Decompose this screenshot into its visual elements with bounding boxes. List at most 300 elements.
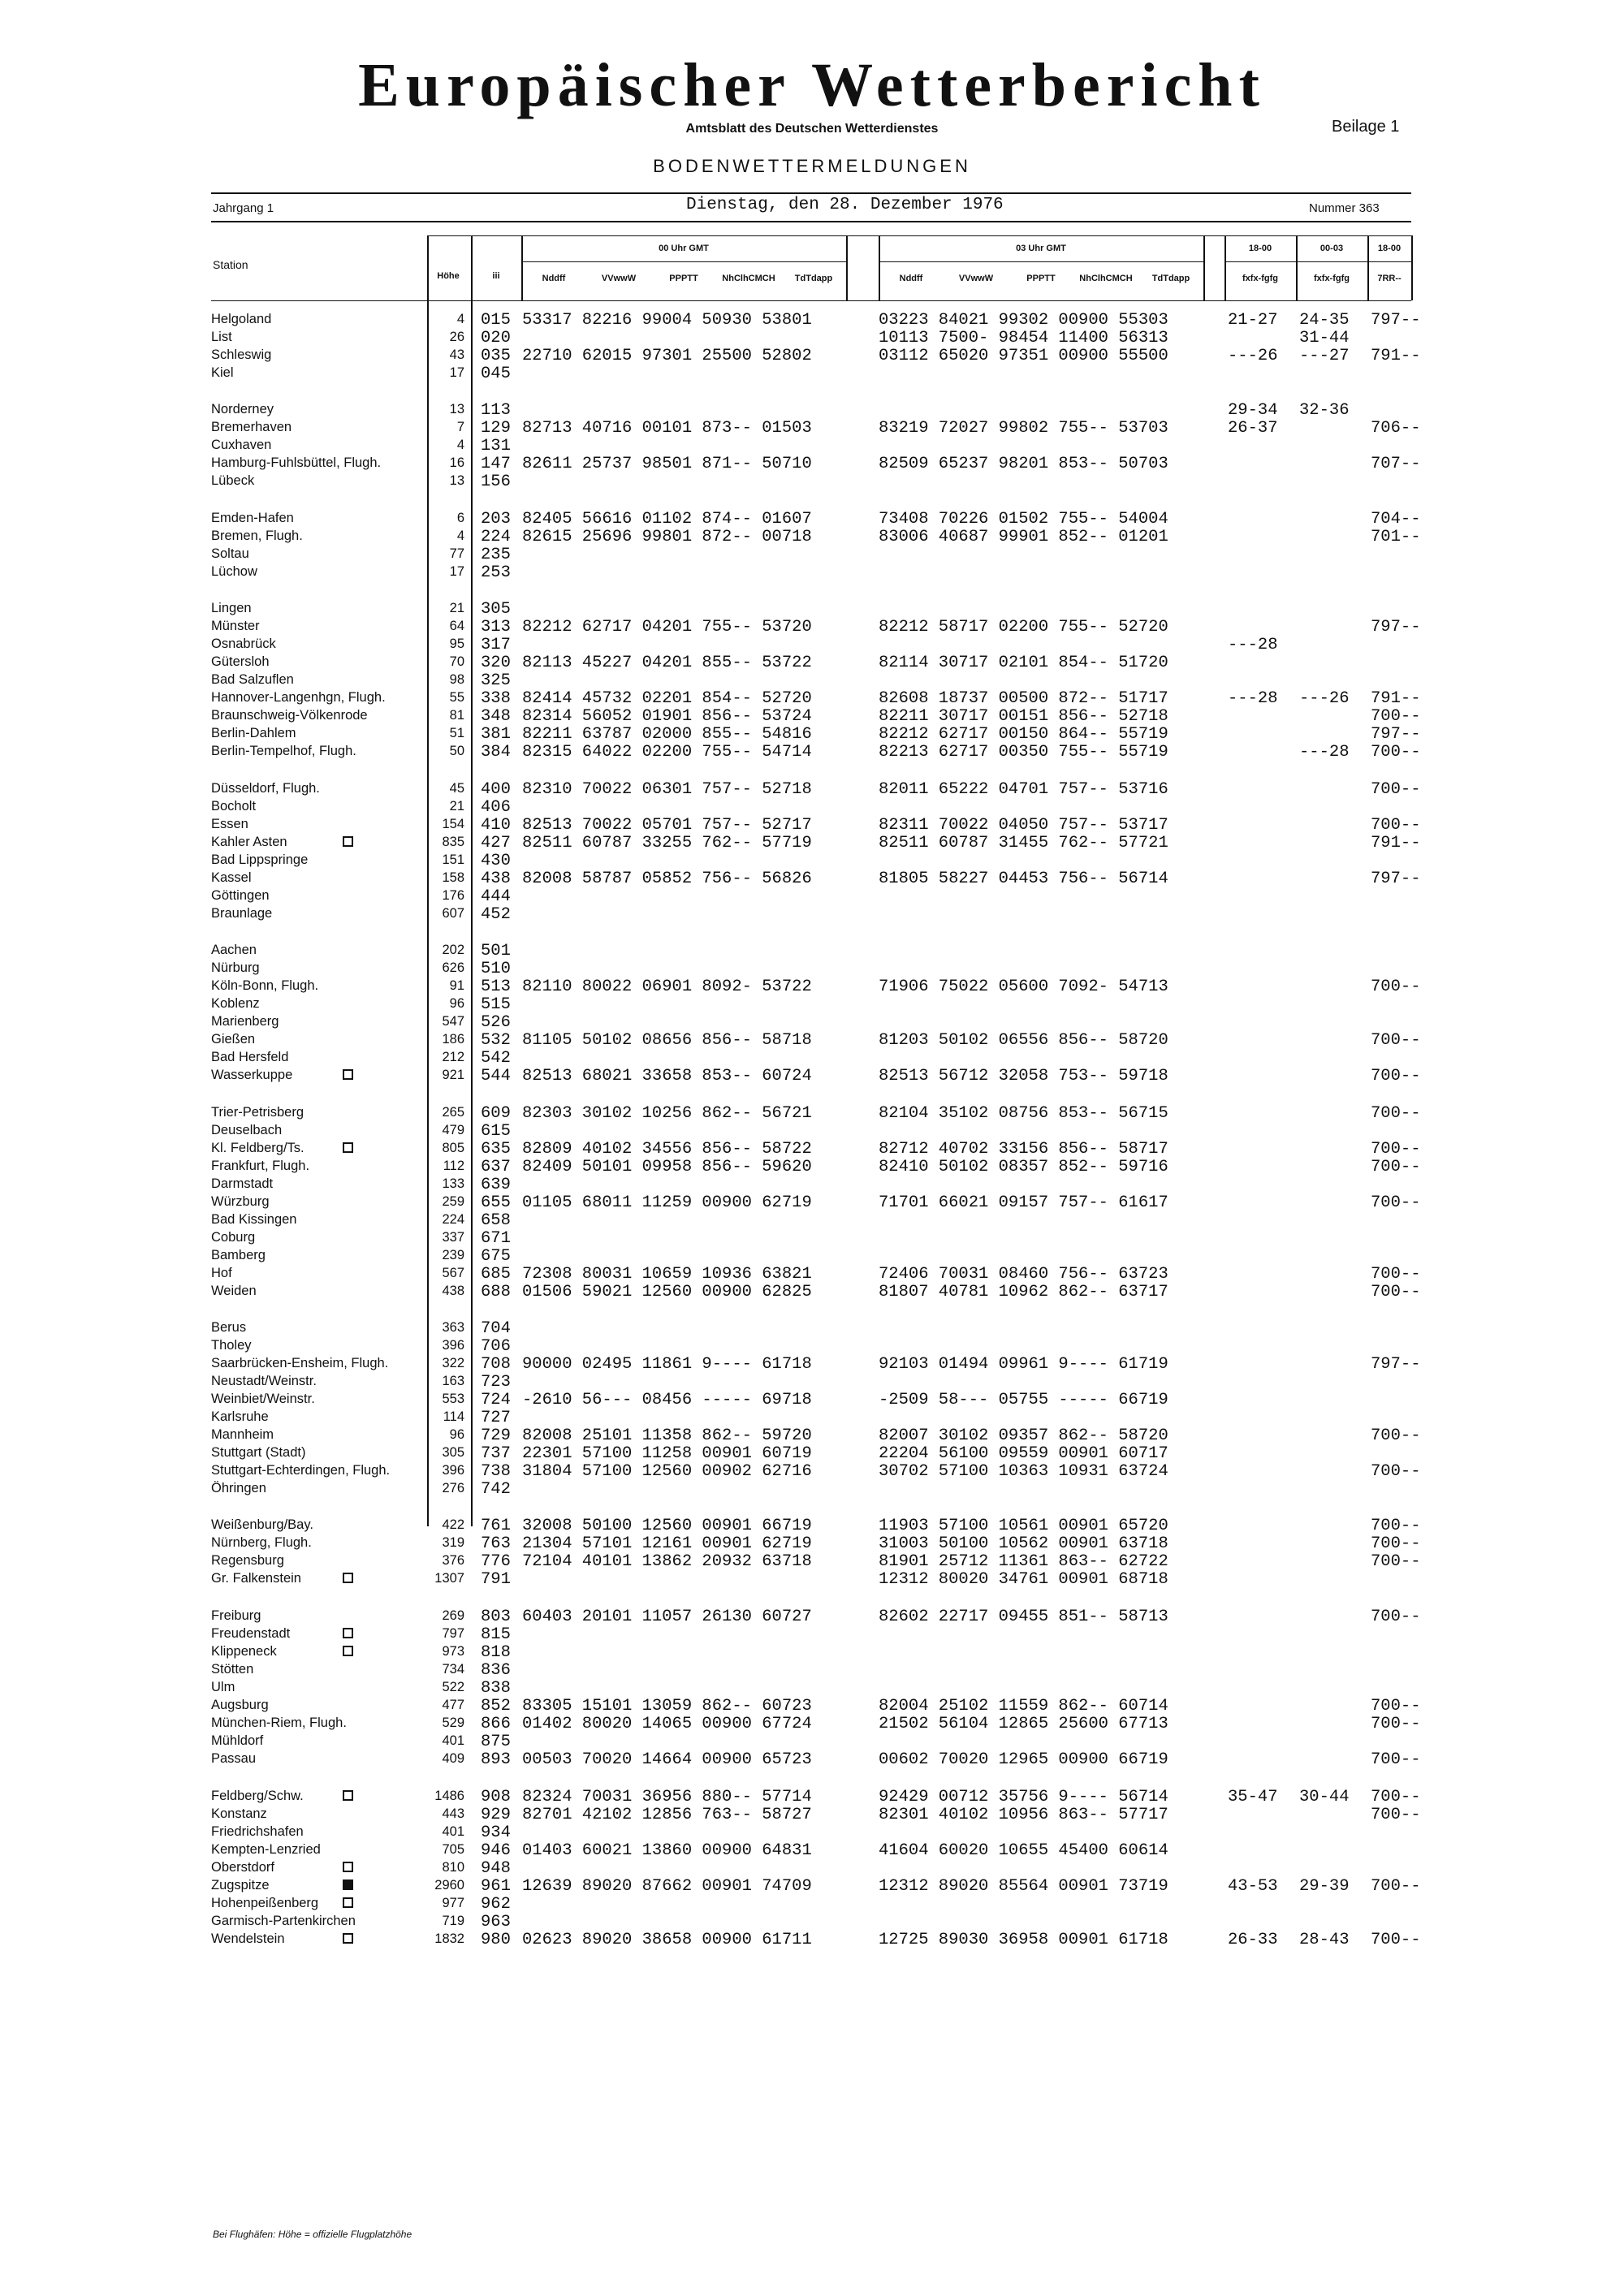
cell-station: Bremerhaven <box>211 420 292 434</box>
beilage-label: Beilage 1 <box>1332 118 1400 136</box>
cell-station: Lübeck <box>211 473 255 488</box>
cell-e1: 26-33 <box>1228 1931 1278 1949</box>
cell-e3: 706-- <box>1371 419 1421 438</box>
cell-e1: ---28 <box>1228 636 1278 654</box>
cell-iii: 444 <box>481 887 511 906</box>
cell-m00: 81105 50102 08656 856-- 58718 <box>522 1031 812 1050</box>
cell-m03: 82114 30717 02101 854-- 51720 <box>879 654 1168 672</box>
cell-iii: 818 <box>481 1643 511 1662</box>
cell-station: Lüchow <box>211 564 257 579</box>
cell-station: Bremen, Flugh. <box>211 529 303 543</box>
cell-iii: 305 <box>481 600 511 619</box>
cell-m00: 01403 60021 13860 00900 64831 <box>522 1841 812 1860</box>
cell-hoehe: 6 <box>456 511 464 525</box>
cell-m03: 82011 65222 04701 757-- 53716 <box>879 780 1168 799</box>
cell-m03: 72406 70031 08460 756-- 63723 <box>879 1265 1168 1284</box>
cell-iii: 513 <box>481 978 511 996</box>
cell-hoehe: 401 <box>442 1824 464 1839</box>
cell-hoehe: 154 <box>442 817 464 831</box>
cell-hoehe: 212 <box>442 1050 464 1064</box>
cell-m00: 82513 70022 05701 757-- 52717 <box>522 816 812 835</box>
cell-e3: 700-- <box>1371 1750 1421 1769</box>
cell-hoehe: 163 <box>442 1374 464 1388</box>
cell-station: Ulm <box>211 1680 235 1694</box>
cell-hoehe: 224 <box>442 1212 464 1227</box>
cell-m03: 10113 7500- 98454 11400 56313 <box>879 329 1168 347</box>
cell-iii: 738 <box>481 1462 511 1481</box>
cell-station: Kl. Feldberg/Ts. <box>211 1141 304 1155</box>
cell-iii: 908 <box>481 1788 511 1806</box>
cell-m03: 81805 58227 04453 756-- 56714 <box>879 870 1168 888</box>
extra-subheader-3: 7RR-- <box>1377 274 1402 283</box>
cell-m03: 82410 50102 08357 852-- 59716 <box>879 1158 1168 1176</box>
cell-station: Darmstadt <box>211 1176 274 1191</box>
cell-hoehe: 7 <box>456 420 464 434</box>
cell-m00: 82314 56052 01901 856-- 53724 <box>522 707 812 726</box>
cell-hoehe: 95 <box>449 637 464 651</box>
cell-station: Weißenburg/Bay. <box>211 1517 313 1532</box>
cell-m00: 82315 64022 02200 755-- 54714 <box>522 743 812 762</box>
section-title: BODENWETTERMELDUNGEN <box>653 156 971 176</box>
cell-station: Gr. Falkenstein <box>211 1571 301 1586</box>
cell-iii: 348 <box>481 707 511 726</box>
cell-e3: 700-- <box>1371 1697 1421 1716</box>
cell-iii: 723 <box>481 1373 511 1392</box>
cell-m00: 53317 82216 99004 50930 53801 <box>522 311 812 330</box>
cell-e3: 791-- <box>1371 347 1421 365</box>
cell-m03: 82608 18737 00500 872-- 51717 <box>879 689 1168 708</box>
cell-hoehe: 269 <box>442 1608 464 1623</box>
cell-iii: 452 <box>481 905 511 924</box>
cell-m03: 92103 01494 09961 9---- 61719 <box>879 1355 1168 1374</box>
cell-station: Münster <box>211 619 260 633</box>
subheader-03-5: TdTdapp <box>1151 274 1190 283</box>
cell-iii: 438 <box>481 870 511 888</box>
cell-m03: 11903 57100 10561 00901 65720 <box>879 1517 1168 1535</box>
cell-hoehe: 158 <box>442 870 464 885</box>
cell-iii: 320 <box>481 654 511 672</box>
cell-iii: 253 <box>481 563 511 582</box>
cell-hoehe: 96 <box>449 996 464 1011</box>
cell-station: Norderney <box>211 402 274 416</box>
cell-e3: 700-- <box>1371 1877 1421 1896</box>
cell-station: Mühldorf <box>211 1733 264 1748</box>
cell-m03: -2509 58--- 05755 ----- 66719 <box>879 1391 1168 1409</box>
cell-e3: 700-- <box>1371 1462 1421 1481</box>
cell-station: Stötten <box>211 1662 254 1677</box>
cell-m03: 81901 25712 11361 863-- 62722 <box>879 1552 1168 1571</box>
cell-iii: 515 <box>481 995 511 1014</box>
cell-m03: 83006 40687 99901 852-- 01201 <box>879 528 1168 546</box>
cell-iii: 635 <box>481 1140 511 1159</box>
cell-iii: 406 <box>481 798 511 817</box>
cell-m03: 22204 56100 09559 00901 60717 <box>879 1444 1168 1463</box>
cell-hoehe: 734 <box>442 1662 464 1677</box>
cell-e3: 707-- <box>1371 455 1421 473</box>
cell-hoehe: 705 <box>442 1842 464 1857</box>
cell-e2: 31-44 <box>1299 329 1350 347</box>
cell-iii: 020 <box>481 329 511 347</box>
cell-m00: 82303 30102 10256 862-- 56721 <box>522 1104 812 1123</box>
cell-station: Düsseldorf, Flugh. <box>211 781 320 796</box>
cell-station: Friedrichshafen <box>211 1824 304 1839</box>
open-square-icon <box>343 1646 353 1656</box>
cell-iii: 729 <box>481 1426 511 1445</box>
cell-iii: 129 <box>481 419 511 438</box>
cell-m00: 21304 57101 12161 00901 62719 <box>522 1534 812 1553</box>
cell-e2: ---27 <box>1299 347 1350 365</box>
cell-hoehe: 186 <box>442 1032 464 1047</box>
cell-m03: 82211 30717 00151 856-- 52718 <box>879 707 1168 726</box>
cell-hoehe: 921 <box>442 1068 464 1082</box>
cell-station: Kassel <box>211 870 252 885</box>
cell-station: Bad Kissingen <box>211 1212 297 1227</box>
cell-e3: 700-- <box>1371 978 1421 996</box>
cell-m03: 82212 58717 02200 755-- 52720 <box>879 618 1168 637</box>
cell-iii: 893 <box>481 1750 511 1769</box>
cell-m00: 82113 45227 04201 855-- 53722 <box>522 654 812 672</box>
cell-iii: 639 <box>481 1176 511 1194</box>
cell-hoehe: 479 <box>442 1123 464 1137</box>
cell-iii: 035 <box>481 347 511 365</box>
cell-m03: 73408 70226 01502 755-- 54004 <box>879 510 1168 529</box>
cell-m03: 12725 89030 36958 00901 61718 <box>879 1931 1168 1949</box>
cell-e1: ---28 <box>1228 689 1278 708</box>
cell-m03: 03112 65020 97351 00900 55500 <box>879 347 1168 365</box>
cell-hoehe: 112 <box>443 1159 464 1173</box>
cell-e3: 797-- <box>1371 311 1421 330</box>
cell-hoehe: 835 <box>442 835 464 849</box>
cell-iii: 962 <box>481 1895 511 1914</box>
cell-iii: 427 <box>481 834 511 852</box>
cell-station: Schleswig <box>211 347 272 362</box>
cell-station: Coburg <box>211 1230 256 1245</box>
cell-iii: 761 <box>481 1517 511 1535</box>
cell-iii: 501 <box>481 942 511 960</box>
extra-subheader-2: fxfx-fgfg <box>1314 274 1350 283</box>
cell-hoehe: 64 <box>449 619 464 633</box>
cell-station: Berlin-Tempelhof, Flugh. <box>211 744 356 758</box>
cell-m03: 82511 60787 31455 762-- 57721 <box>879 834 1168 852</box>
cell-hoehe: 50 <box>449 744 464 758</box>
issue-date: Dienstag, den 28. Dezember 1976 <box>686 196 1004 214</box>
cell-station: Kiel <box>211 365 234 380</box>
cell-m00: 82110 80022 06901 8092- 53722 <box>522 978 812 996</box>
cell-hoehe: 607 <box>442 906 464 921</box>
cell-m03: 71906 75022 05600 7092- 54713 <box>879 978 1168 996</box>
cell-hoehe: 438 <box>442 1284 464 1298</box>
cell-hoehe: 13 <box>449 402 464 416</box>
cell-m03: 12312 89020 85564 00901 73719 <box>879 1877 1168 1896</box>
cell-iii: 706 <box>481 1337 511 1356</box>
cell-station: Hohenpeißenberg <box>211 1896 319 1910</box>
cell-iii: 776 <box>481 1552 511 1571</box>
cell-e3: 700-- <box>1371 743 1421 762</box>
cell-m00: 82405 56616 01102 874-- 01607 <box>522 510 812 529</box>
cell-station: Cuxhaven <box>211 438 272 452</box>
cell-hoehe: 376 <box>442 1553 464 1568</box>
cell-iii: 637 <box>481 1158 511 1176</box>
cell-hoehe: 396 <box>442 1463 464 1478</box>
cell-iii: 946 <box>481 1841 511 1860</box>
cell-m00: 01402 80020 14065 00900 67724 <box>522 1715 812 1733</box>
cell-hoehe: 626 <box>442 960 464 975</box>
cell-hoehe: 133 <box>442 1176 464 1191</box>
cell-station: Helgoland <box>211 312 272 326</box>
open-square-icon <box>343 1142 353 1153</box>
cell-m03: 03223 84021 99302 00900 55303 <box>879 311 1168 330</box>
cell-e3: 700-- <box>1371 780 1421 799</box>
cell-iii: 510 <box>481 960 511 978</box>
extra-subheader-1: fxfx-fgfg <box>1242 274 1278 283</box>
cell-station: Trier-Petrisberg <box>211 1105 304 1120</box>
cell-m00: -2610 56--- 08456 ----- 69718 <box>522 1391 812 1409</box>
cell-hoehe: 401 <box>442 1733 464 1748</box>
cell-iii: 704 <box>481 1319 511 1338</box>
cell-hoehe: 202 <box>442 943 464 957</box>
cell-e3: 701-- <box>1371 528 1421 546</box>
cell-hoehe: 265 <box>442 1105 464 1120</box>
cell-hoehe: 396 <box>442 1338 464 1353</box>
cell-e3: 700-- <box>1371 1265 1421 1284</box>
report-subtitle: Amtsblatt des Deutschen Wetterdienstes <box>685 122 939 136</box>
cell-iii: 131 <box>481 437 511 455</box>
cell-station: Passau <box>211 1751 257 1766</box>
cell-hoehe: 4 <box>456 312 464 326</box>
cell-m03: 71701 66021 09157 757-- 61617 <box>879 1193 1168 1212</box>
cell-iii: 963 <box>481 1913 511 1931</box>
cell-e2: 28-43 <box>1299 1931 1350 1949</box>
cell-hoehe: 77 <box>449 546 464 561</box>
cell-e1: ---26 <box>1228 347 1278 365</box>
cell-station: Emden-Hafen <box>211 511 294 525</box>
cell-hoehe: 96 <box>449 1427 464 1442</box>
cell-hoehe: 1486 <box>434 1789 464 1803</box>
cell-m03: 30702 57100 10363 10931 63724 <box>879 1462 1168 1481</box>
cell-e3: 700-- <box>1371 1608 1421 1626</box>
cell-hoehe: 151 <box>442 852 464 867</box>
cell-m03: 92429 00712 35756 9---- 56714 <box>879 1788 1168 1806</box>
cell-m00: 02623 89020 38658 00900 61711 <box>522 1931 812 1949</box>
cell-station: Frankfurt, Flugh. <box>211 1159 310 1173</box>
cell-iii: 866 <box>481 1715 511 1733</box>
cell-station: Stuttgart (Stadt) <box>211 1445 306 1460</box>
jahrgang-label: Jahrgang 1 <box>213 201 274 215</box>
column-header-hoehe: Höhe <box>437 271 460 281</box>
cell-station: Bocholt <box>211 799 257 814</box>
cell-station: Würzburg <box>211 1194 270 1209</box>
cell-e3: 704-- <box>1371 510 1421 529</box>
cell-station: Gütersloh <box>211 654 270 669</box>
cell-hoehe: 259 <box>442 1194 464 1209</box>
cell-e3: 797-- <box>1371 870 1421 888</box>
cell-station: Göttingen <box>211 888 270 903</box>
cell-e1: 29-34 <box>1228 401 1278 420</box>
cell-m03: 21502 56104 12865 25600 67713 <box>879 1715 1168 1733</box>
cell-m00: 82409 50101 09958 856-- 59620 <box>522 1158 812 1176</box>
cell-station: Karlsruhe <box>211 1409 269 1424</box>
cell-m00: 82310 70022 06301 757-- 52718 <box>522 780 812 799</box>
cell-hoehe: 51 <box>449 726 464 740</box>
cell-m00: 12639 89020 87662 00901 74709 <box>522 1877 812 1896</box>
cell-iii: 526 <box>481 1013 511 1032</box>
cell-iii: 815 <box>481 1625 511 1644</box>
cell-m00: 82008 58787 05852 756-- 56826 <box>522 870 812 888</box>
cell-e1: 43-53 <box>1228 1877 1278 1896</box>
open-square-icon <box>343 1897 353 1908</box>
cell-station: Nürburg <box>211 960 260 975</box>
cell-m00: 82212 62717 04201 755-- 53720 <box>522 618 812 637</box>
cell-m00: 01105 68011 11259 00900 62719 <box>522 1193 812 1212</box>
cell-station: Marienberg <box>211 1014 279 1029</box>
cell-hoehe: 719 <box>442 1914 464 1928</box>
column-group-03: 03 Uhr GMT <box>1016 244 1066 253</box>
cell-iii: 763 <box>481 1534 511 1553</box>
cell-station: Freiburg <box>211 1608 261 1623</box>
cell-m00: 82324 70031 36956 880-- 57714 <box>522 1788 812 1806</box>
cell-m00: 83305 15101 13059 862-- 60723 <box>522 1697 812 1716</box>
cell-station: Braunschweig-Völkenrode <box>211 708 368 723</box>
cell-m03: 82007 30102 09357 862-- 58720 <box>879 1426 1168 1445</box>
cell-m00: 00503 70020 14664 00900 65723 <box>522 1750 812 1769</box>
cell-iii: 609 <box>481 1104 511 1123</box>
cell-iii: 544 <box>481 1067 511 1085</box>
cell-e3: 700-- <box>1371 1140 1421 1159</box>
cell-station: Neustadt/Weinstr. <box>211 1374 317 1388</box>
subheader-00-1: Nddff <box>542 274 566 283</box>
cell-m03: 41604 60020 10655 45400 60614 <box>879 1841 1168 1860</box>
cell-station: Augsburg <box>211 1698 269 1712</box>
cell-m03: 82712 40702 33156 856-- 58717 <box>879 1140 1168 1159</box>
cell-hoehe: 13 <box>449 473 464 488</box>
cell-m03: 82213 62717 00350 755-- 55719 <box>879 743 1168 762</box>
header-rule <box>211 192 1411 194</box>
cell-hoehe: 276 <box>442 1481 464 1495</box>
cell-m00: 82008 25101 11358 862-- 59720 <box>522 1426 812 1445</box>
cell-station: Wasserkuppe <box>211 1068 293 1082</box>
cell-iii: 156 <box>481 473 511 491</box>
subheader-03-3: PPPTT <box>1026 274 1056 283</box>
cell-m03: 82602 22717 09455 851-- 58713 <box>879 1608 1168 1626</box>
cell-iii: 836 <box>481 1661 511 1680</box>
cell-hoehe: 4 <box>456 529 464 543</box>
cell-station: München-Riem, Flugh. <box>211 1716 347 1730</box>
cell-station: Weiden <box>211 1284 257 1298</box>
cell-iii: 838 <box>481 1679 511 1698</box>
cell-hoehe: 17 <box>449 564 464 579</box>
subheader-03-4: NhClhCMCH <box>1079 274 1133 283</box>
report-title: Europäischer Wetterbericht <box>358 51 1266 119</box>
cell-iii: 852 <box>481 1697 511 1716</box>
cell-station: Öhringen <box>211 1481 266 1495</box>
open-square-icon <box>343 836 353 847</box>
cell-hoehe: 2960 <box>434 1878 464 1892</box>
cell-m00: 60403 20101 11057 26130 60727 <box>522 1608 812 1626</box>
cell-e3: 797-- <box>1371 725 1421 744</box>
cell-iii: 655 <box>481 1193 511 1212</box>
cell-e3: 700-- <box>1371 1426 1421 1445</box>
cell-iii: 147 <box>481 455 511 473</box>
cell-iii: 934 <box>481 1823 511 1842</box>
cell-station: Bamberg <box>211 1248 266 1262</box>
cell-station: Aachen <box>211 943 257 957</box>
cell-iii: 980 <box>481 1931 511 1949</box>
cell-m00: 82809 40102 34556 856-- 58722 <box>522 1140 812 1159</box>
footnote: Bei Flughäfen: Höhe = offizielle Flugplatzhöhe <box>213 2229 412 2240</box>
cell-e2: 30-44 <box>1299 1788 1350 1806</box>
cell-hoehe: 529 <box>442 1716 464 1730</box>
cell-m00: 72104 40101 13862 20932 63718 <box>522 1552 812 1571</box>
cell-iii: 317 <box>481 636 511 654</box>
cell-iii: 045 <box>481 365 511 383</box>
cell-station: Tholey <box>211 1338 252 1353</box>
cell-hoehe: 522 <box>442 1680 464 1694</box>
cell-hoehe: 547 <box>442 1014 464 1029</box>
cell-station: Berus <box>211 1320 247 1335</box>
cell-station: Freudenstadt <box>211 1626 291 1641</box>
cell-hoehe: 973 <box>442 1644 464 1659</box>
cell-e3: 700-- <box>1371 1552 1421 1571</box>
cell-station: Kahler Asten <box>211 835 287 849</box>
cell-m03: 82311 70022 04050 757-- 53717 <box>879 816 1168 835</box>
cell-iii: 724 <box>481 1391 511 1409</box>
cell-m00: 90000 02495 11861 9---- 61718 <box>522 1355 812 1374</box>
cell-station: Braunlage <box>211 906 273 921</box>
cell-station: Kempten-Lenzried <box>211 1842 321 1857</box>
nummer-label: Nummer 363 <box>1309 201 1380 215</box>
cell-station: Hof <box>211 1266 232 1280</box>
cell-hoehe: 239 <box>442 1248 464 1262</box>
cell-hoehe: 81 <box>449 708 464 723</box>
cell-iii: 313 <box>481 618 511 637</box>
cell-hoehe: 319 <box>442 1535 464 1550</box>
cell-e3: 700-- <box>1371 1788 1421 1806</box>
cell-hoehe: 70 <box>449 654 464 669</box>
cell-iii: 384 <box>481 743 511 762</box>
cell-m00: 31804 57100 12560 00902 62716 <box>522 1462 812 1481</box>
cell-e1: 26-37 <box>1228 419 1278 438</box>
cell-station: Gießen <box>211 1032 256 1047</box>
cell-iii: 742 <box>481 1480 511 1499</box>
cell-m03: 82104 35102 08756 853-- 56715 <box>879 1104 1168 1123</box>
cell-m00: 82701 42102 12856 763-- 58727 <box>522 1806 812 1824</box>
cell-station: Oberstdorf <box>211 1860 274 1875</box>
cell-e3: 700-- <box>1371 1031 1421 1050</box>
cell-iii: 430 <box>481 852 511 870</box>
cell-station: Wendelstein <box>211 1931 285 1946</box>
cell-e3: 700-- <box>1371 1806 1421 1824</box>
cell-station: Hamburg-Fuhlsbüttel, Flugh. <box>211 455 382 470</box>
extra-header-1: 18-00 <box>1248 244 1272 253</box>
cell-station: Zugspitze <box>211 1878 270 1892</box>
cell-m00: 22710 62015 97301 25500 52802 <box>522 347 812 365</box>
cell-hoehe: 98 <box>449 672 464 687</box>
column-header-iii: iii <box>492 271 500 281</box>
cell-e3: 700-- <box>1371 1931 1421 1949</box>
cell-station: Garmisch-Partenkirchen <box>211 1914 356 1928</box>
cell-e3: 700-- <box>1371 816 1421 835</box>
cell-iii: 708 <box>481 1355 511 1374</box>
cell-e3: 700-- <box>1371 1158 1421 1176</box>
cell-iii: 675 <box>481 1247 511 1266</box>
subheader-00-2: VVwwW <box>601 274 637 283</box>
cell-m00: 82414 45732 02201 854-- 52720 <box>522 689 812 708</box>
cell-iii: 113 <box>481 401 511 420</box>
cell-iii: 224 <box>481 528 511 546</box>
cell-station: Saarbrücken-Ensheim, Flugh. <box>211 1356 389 1370</box>
cell-station: Bad Salzuflen <box>211 672 294 687</box>
cell-m00: 82513 68021 33658 853-- 60724 <box>522 1067 812 1085</box>
